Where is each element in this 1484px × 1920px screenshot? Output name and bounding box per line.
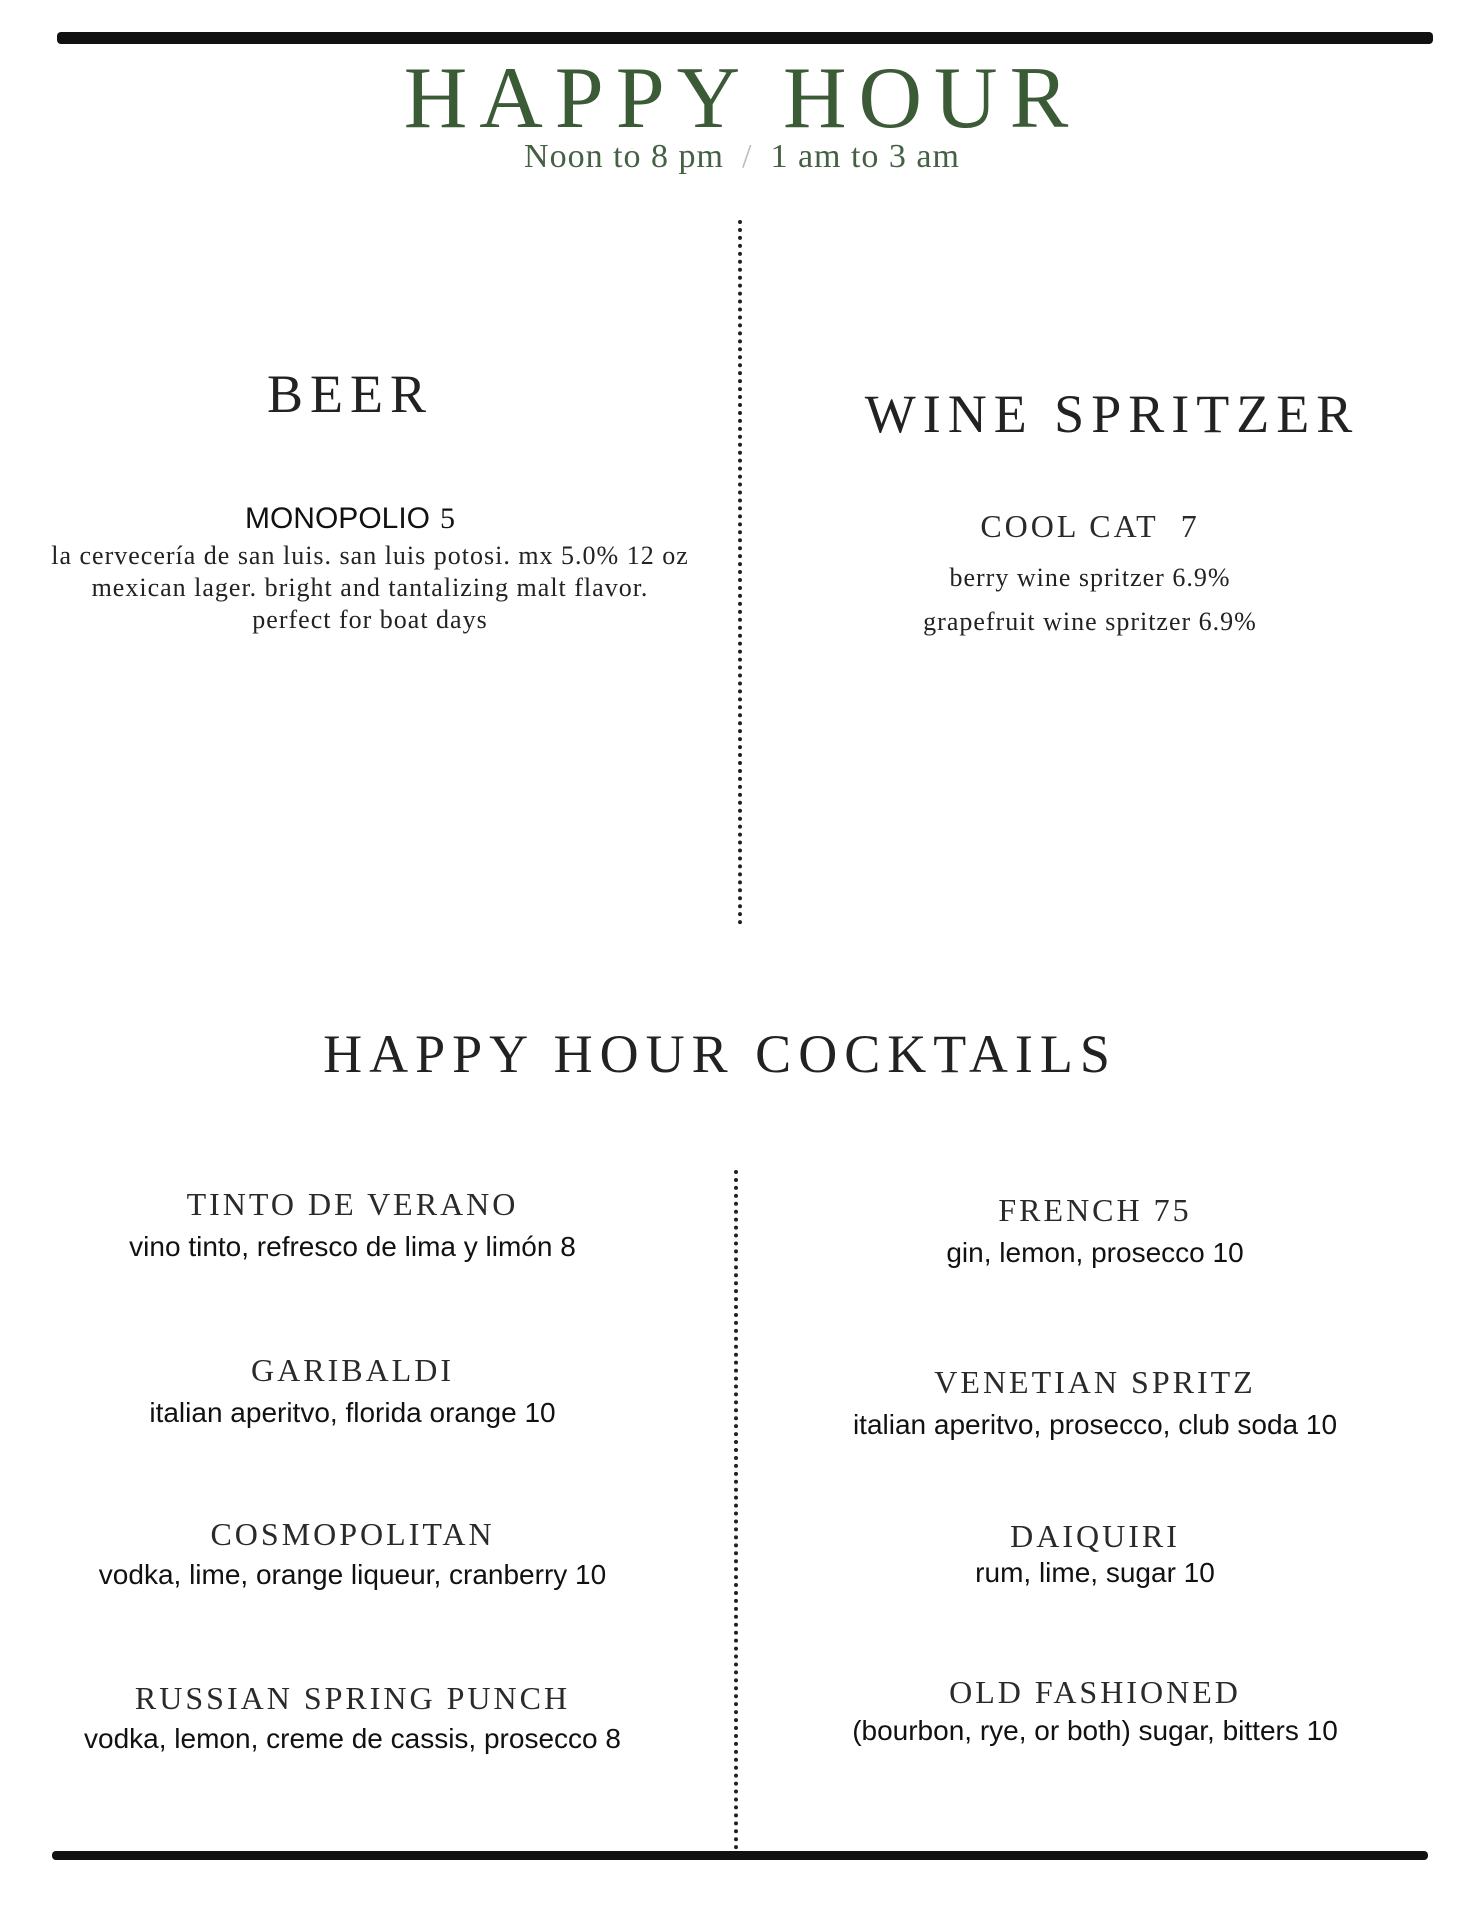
cocktail-name: VENETIAN SPRITZ: [934, 1364, 1256, 1400]
cocktail-item: [745, 1674, 1445, 1749]
lower-dotted-divider: [734, 1170, 738, 1850]
cocktail-item: [0, 1352, 705, 1431]
cocktail-item: [0, 1186, 705, 1265]
cocktail-item: [0, 1516, 705, 1593]
bottom-rule: [52, 1851, 1428, 1860]
cocktail-name: COSMOPOLITAN: [210, 1516, 495, 1552]
cocktail-desc: gin, lemon, prosecco 10: [946, 1237, 1244, 1268]
wine-item: [740, 508, 1440, 545]
wine-desc-line: berry wine spritzer 6.9%: [949, 563, 1231, 592]
cocktail-name: FRENCH 75: [998, 1192, 1192, 1228]
cocktail-name: OLD FASHIONED: [949, 1674, 1241, 1710]
cocktail-item: [745, 1364, 1445, 1443]
wine-description: [740, 556, 1440, 644]
cocktail-item: [745, 1192, 1445, 1271]
cocktail-item: [745, 1518, 1445, 1591]
cocktails-heading: HAPPY HOUR COCKTAILS: [323, 1024, 1117, 1084]
beer-desc-line: perfect for boat days: [252, 605, 488, 634]
wine-desc-line: grapefruit wine spritzer 6.9%: [923, 607, 1257, 636]
cocktail-desc: vino tinto, refresco de lima y limón 8: [129, 1231, 576, 1262]
beer-desc-line: la cervecería de san luis. san luis potosi. mx 5.0% 12 oz: [51, 541, 689, 570]
cocktail-name: DAIQUIRI: [1010, 1518, 1180, 1554]
cocktail-item: [0, 1680, 705, 1757]
hours-late-night: 1 am to 3 am: [770, 138, 960, 175]
cocktail-desc: italian aperitvo, prosecco, club soda 10: [852, 1409, 1338, 1440]
cocktail-desc: italian aperitvo, florida orange 10: [149, 1397, 556, 1428]
page-title: HAPPY HOUR: [403, 50, 1081, 147]
cocktail-name: RUSSIAN SPRING PUNCH: [134, 1680, 571, 1716]
hours-separator: /: [741, 138, 753, 175]
beer-item-name: MONOPOLIO: [244, 502, 431, 535]
beer-description: [20, 540, 720, 636]
beer-desc-line: mexican lager. bright and tantalizing malt flavor.: [91, 573, 649, 602]
hours-daytime: Noon to 8 pm: [524, 138, 724, 175]
cocktail-name: TINTO DE VERANO: [186, 1186, 519, 1222]
cocktail-desc: vodka, lime, orange liqueur, cranberry 10: [98, 1559, 607, 1590]
cocktail-desc: vodka, lemon, creme de cassis, prosecco 8: [84, 1723, 621, 1754]
wine-heading: WINE SPRITZER: [864, 384, 1360, 444]
wine-item-name: COOL CAT: [980, 508, 1159, 544]
beer-item-price: 5: [440, 502, 456, 535]
cocktail-desc: rum, lime, sugar 10: [975, 1557, 1215, 1588]
hours-line: [0, 138, 1484, 176]
top-rule: [57, 32, 1433, 44]
cocktail-desc: (bourbon, rye, or both) sugar, bitters 10: [852, 1715, 1338, 1746]
cocktail-name: GARIBALDI: [251, 1352, 454, 1388]
beer-heading: BEER: [266, 364, 433, 424]
beer-item: [0, 502, 700, 536]
wine-item-price: 7: [1180, 508, 1200, 544]
